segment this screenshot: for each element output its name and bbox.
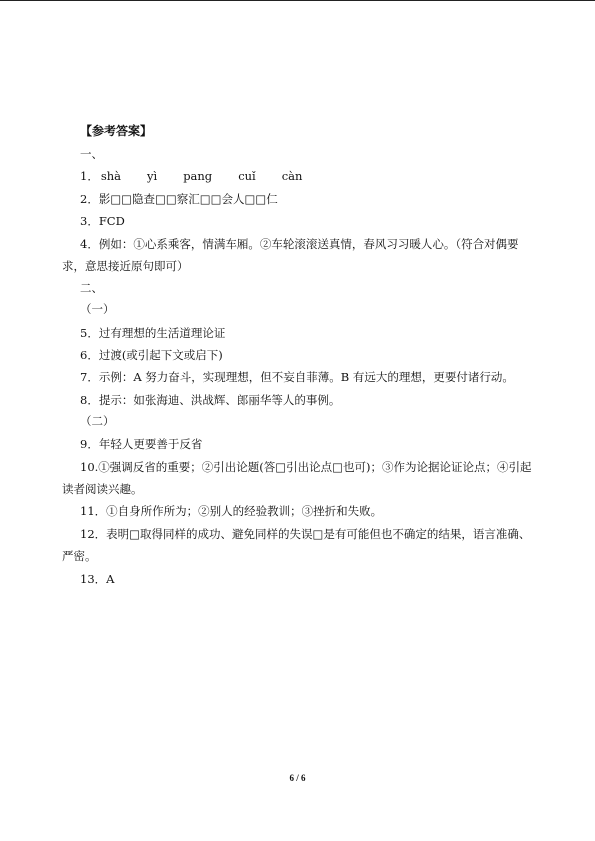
pinyin-4: cuǐ [238,169,256,183]
answer-5: 5．过有理想的生活道理论证 [80,326,226,340]
pinyin-5: càn [281,169,303,183]
answer-10-line-1: 10.①强调反省的重要；②引出论题(答□引出论点□也可)；③作为论据论证论点；④引起 [80,460,532,474]
section-heading-one: 一、 [80,147,103,161]
answer-9: 9．年轻人更要善于反省 [80,437,203,451]
pinyin-1: shà [100,169,121,183]
answer-2: 2．影□□隐查□□察汇□□会人□□仁 [80,192,278,206]
answer-10-line-2: 读者阅读兴趣。 [62,482,143,496]
answer-6: 6．过渡(或引起下文或启下) [80,348,223,362]
answer-4-line-2: 求，意思接近原句即可） [62,259,189,273]
answer-7: 7．示例：A 努力奋斗，实现理想，但不妄自菲薄。B 有远大的理想，更要付诸行动。 [80,370,514,384]
pinyin-3: pang [183,169,213,183]
answer-4-line-1: 4．例如：①心系乘客，情满车厢。②车轮滚滚送真情，春风习习暖人心。（符合对偶要 [80,237,519,251]
section-heading-two: 二、 [80,281,103,295]
pinyin-2: yì [147,169,158,183]
answer-1-number: 1． [80,169,99,183]
answer-12-line-2: 严密。 [62,549,97,563]
subsection-heading-1: （一） [80,302,115,316]
answer-8: 8．提示：如张海迪、洪战辉、郎丽华等人的事例。 [80,393,341,407]
page-number: 6 / 6 [289,773,306,783]
answer-11: 11．①自身所作所为；②别人的经验教训；③挫折和失败。 [80,504,383,518]
answer-1 [80,169,328,183]
subsection-heading-2: （二） [80,414,115,428]
answer-13: 13．A [80,572,115,586]
answer-key-title: 【参考答案】 [80,124,153,138]
answer-3: 3．FCD [80,214,125,228]
answer-12-line-1: 12．表明□取得同样的成功、避免同样的失误□是有可能但也不确定的结果，语言准确、 [80,527,531,541]
